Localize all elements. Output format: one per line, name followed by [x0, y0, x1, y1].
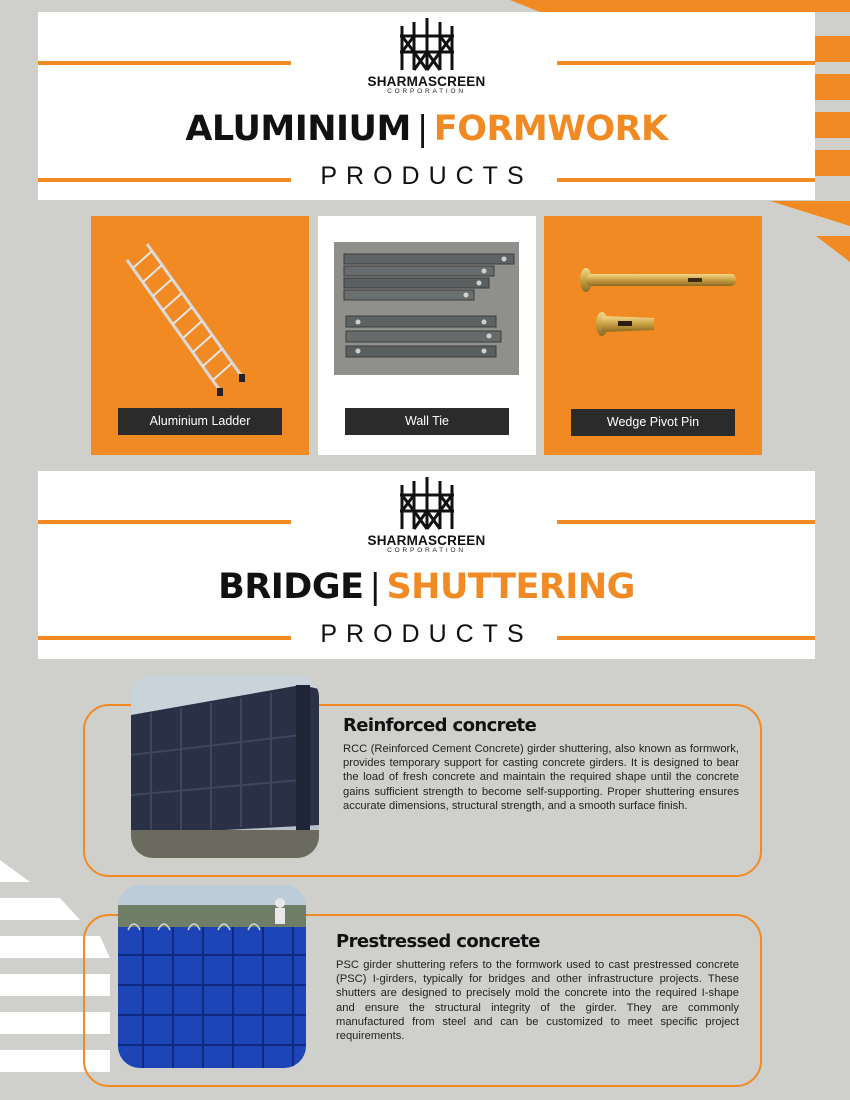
- brand-logo: [362, 18, 492, 95]
- section-subtitle: PRODUCTS: [320, 620, 533, 648]
- psc-description: PSC girder shuttering refers to the formwork used to cast prestressed concrete (PSC) I-girders, typically for bridges and other infrastructure projects. These shutters are designed to precisely mold the concrete into the required I-shape and ensure the structural integrity of the girder. They are commonly manufactured from steel and can be customized to meet specific project requirements.: [336, 959, 739, 1043]
- psc-shuttering-image: [118, 885, 306, 1068]
- scaffold-logo-icon: [398, 477, 456, 531]
- aluminium-header-panel: [38, 12, 815, 200]
- product-label: Wedge Pivot Pin: [571, 409, 735, 436]
- title-separator: |: [416, 109, 428, 149]
- psc-text-block: [336, 931, 739, 1043]
- wedge-pin-image: [578, 264, 738, 344]
- section-title: [38, 109, 815, 149]
- divider-line: [38, 520, 291, 524]
- brand-name: SHARMASCREEN: [367, 533, 486, 548]
- psc-girder-photo: [118, 885, 306, 1068]
- brand-logo: [362, 477, 492, 554]
- scaffold-logo-icon: [398, 18, 456, 72]
- rcc-shuttering-image: [131, 675, 319, 858]
- title-part-black: BRIDGE: [218, 567, 364, 607]
- product-label: Aluminium Ladder: [118, 408, 282, 435]
- brand-subtitle: CORPORATION: [387, 88, 466, 95]
- product-card-wall-tie: [318, 216, 536, 455]
- rcc-heading: Reinforced concrete: [343, 715, 537, 736]
- title-part-black: ALUMINIUM: [185, 109, 411, 149]
- title-separator: |: [369, 567, 381, 607]
- brand-subtitle: CORPORATION: [387, 547, 466, 554]
- product-card-wedge-pin: [544, 216, 762, 455]
- product-card-ladder: [91, 216, 309, 455]
- divider-line: [38, 61, 291, 65]
- divider-line: [557, 61, 815, 65]
- bridge-header-panel: [38, 471, 815, 659]
- title-part-orange: FORMWORK: [433, 109, 668, 149]
- product-label: Wall Tie: [345, 408, 509, 435]
- rcc-text-block: [343, 715, 739, 813]
- section-subtitle: PRODUCTS: [320, 162, 533, 190]
- rcc-description: RCC (Reinforced Cement Concrete) girder shuttering, also known as formwork, provides temporary support for casting concrete girders. It is designed to bear the load of fresh concrete and maintain the required shape until the concrete gains sufficient strength to become self-supporting. Proper shuttering ensures accurate dimensions, structural strength, and a smooth surface finish.: [343, 743, 739, 812]
- title-part-orange: SHUTTERING: [386, 567, 635, 607]
- divider-line: [557, 520, 815, 524]
- rcc-girder-photo: [131, 675, 319, 858]
- section-title: [38, 567, 815, 607]
- psc-heading: Prestressed concrete: [336, 931, 540, 952]
- brand-name: SHARMASCREEN: [367, 74, 486, 89]
- ladder-image: [121, 240, 281, 400]
- wall-tie-image: [334, 242, 519, 375]
